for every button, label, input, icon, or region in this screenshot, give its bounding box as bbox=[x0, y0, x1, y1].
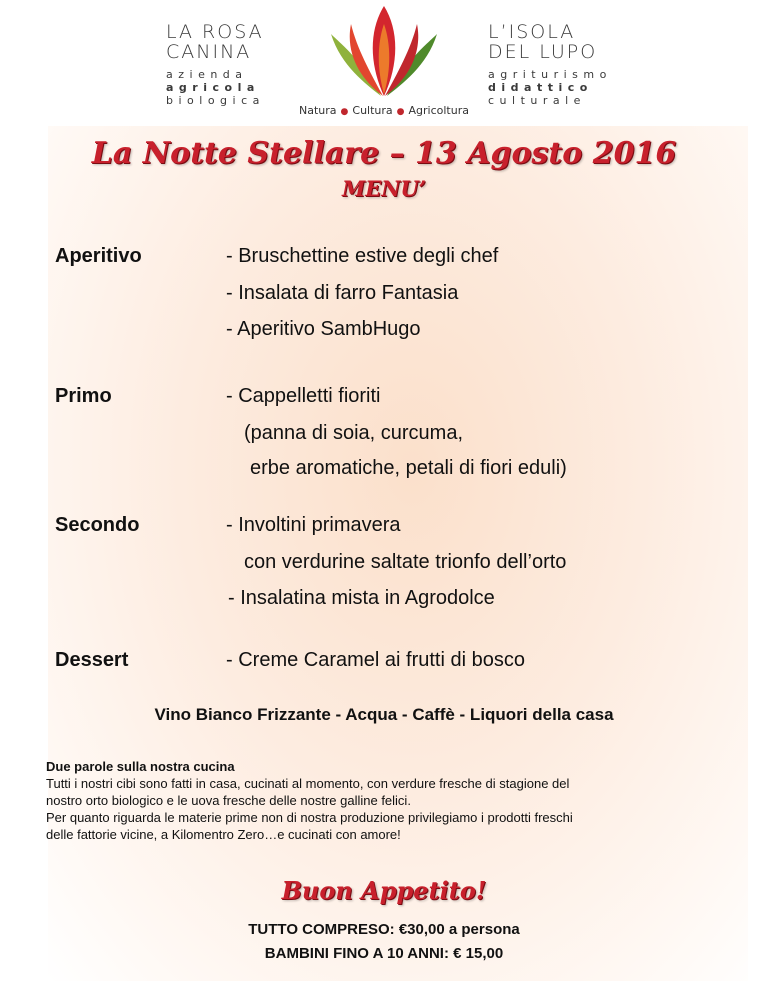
tulip-flower-icon bbox=[321, 4, 447, 100]
brand-name-line: DEL LUPO bbox=[488, 41, 598, 63]
dish-line: - Insalatina mista in Agrodolce bbox=[228, 587, 495, 609]
brand-sub-line: culturale bbox=[488, 94, 586, 107]
dish-line: (panna di soia, curcuma, bbox=[244, 422, 464, 444]
dish-line: - Cappelletti fioriti bbox=[226, 385, 381, 407]
tagline bbox=[0, 104, 768, 117]
kitchen-note-heading: Due parole sulla nostra cucina bbox=[46, 759, 235, 774]
tagline-word: Natura bbox=[299, 104, 337, 117]
dish-line: - Aperitivo SambHugo bbox=[226, 318, 421, 340]
tagline-word: Agricoltura bbox=[408, 104, 469, 117]
page-title: La Notte Stellare – 13 Agosto 2016 bbox=[91, 136, 677, 171]
course-primo: Primo bbox=[55, 385, 112, 407]
price-adult: TUTTO COMPRESO: €30,00 a persona bbox=[248, 921, 520, 938]
bullet-icon: ● bbox=[396, 107, 405, 117]
price-child: BAMBINI FINO A 10 ANNI: € 15,00 bbox=[264, 945, 504, 962]
tagline-word: Cultura bbox=[352, 104, 393, 117]
course-secondo: Secondo bbox=[55, 514, 140, 536]
bullet-icon: ● bbox=[340, 107, 349, 117]
course-dessert: Dessert bbox=[55, 649, 129, 671]
brand-sub-line: agricola bbox=[166, 81, 260, 94]
brand-sub-line: didattico bbox=[488, 81, 593, 94]
dish-line: con verdurine saltate trionfo dell’orto bbox=[244, 551, 567, 573]
brand-name-line: CANINA bbox=[166, 41, 252, 63]
brand-sub-line: biologica bbox=[166, 94, 265, 107]
brand-sub-line: azienda bbox=[166, 68, 248, 81]
dish-line: - Involtini primavera bbox=[226, 514, 401, 536]
menu-heading: MENU’ bbox=[341, 176, 427, 201]
kitchen-note-line: nostro orto biologico e le uova fresche delle nostre galline felici. bbox=[46, 793, 411, 808]
brand-sub-line: agriturismo bbox=[488, 68, 612, 81]
kitchen-note-line: Per quanto riguarda le materie prime non di nostra produzione privilegiamo i prodotti freschi bbox=[46, 810, 573, 825]
dish-line: - Insalata di farro Fantasia bbox=[226, 282, 459, 304]
brand-isola-del-lupo bbox=[488, 22, 628, 107]
brand-la-rosa-canina bbox=[166, 22, 286, 107]
dish-line: - Creme Caramel ai frutti di bosco bbox=[226, 649, 525, 671]
dish-line: erbe aromatiche, petali di fiori eduli) bbox=[250, 457, 567, 479]
kitchen-note-line: delle fattorie vicine, a Kilomentro Zero…e cucinati con amore! bbox=[46, 827, 401, 842]
drinks-line: Vino Bianco Frizzante - Acqua - Caffè - Liquori della casa bbox=[154, 705, 614, 724]
course-aperitivo: Aperitivo bbox=[55, 245, 142, 267]
brand-name-line: L’ISOLA bbox=[488, 21, 576, 43]
brand-name-line: LA ROSA bbox=[166, 21, 264, 43]
kitchen-note-line: Tutti i nostri cibi sono fatti in casa, cucinati al momento, con verdure fresche di stagione del bbox=[46, 776, 570, 791]
dish-line: - Bruschettine estive degli chef bbox=[226, 245, 499, 267]
closing-greeting: Buon Appetito! bbox=[281, 876, 487, 905]
